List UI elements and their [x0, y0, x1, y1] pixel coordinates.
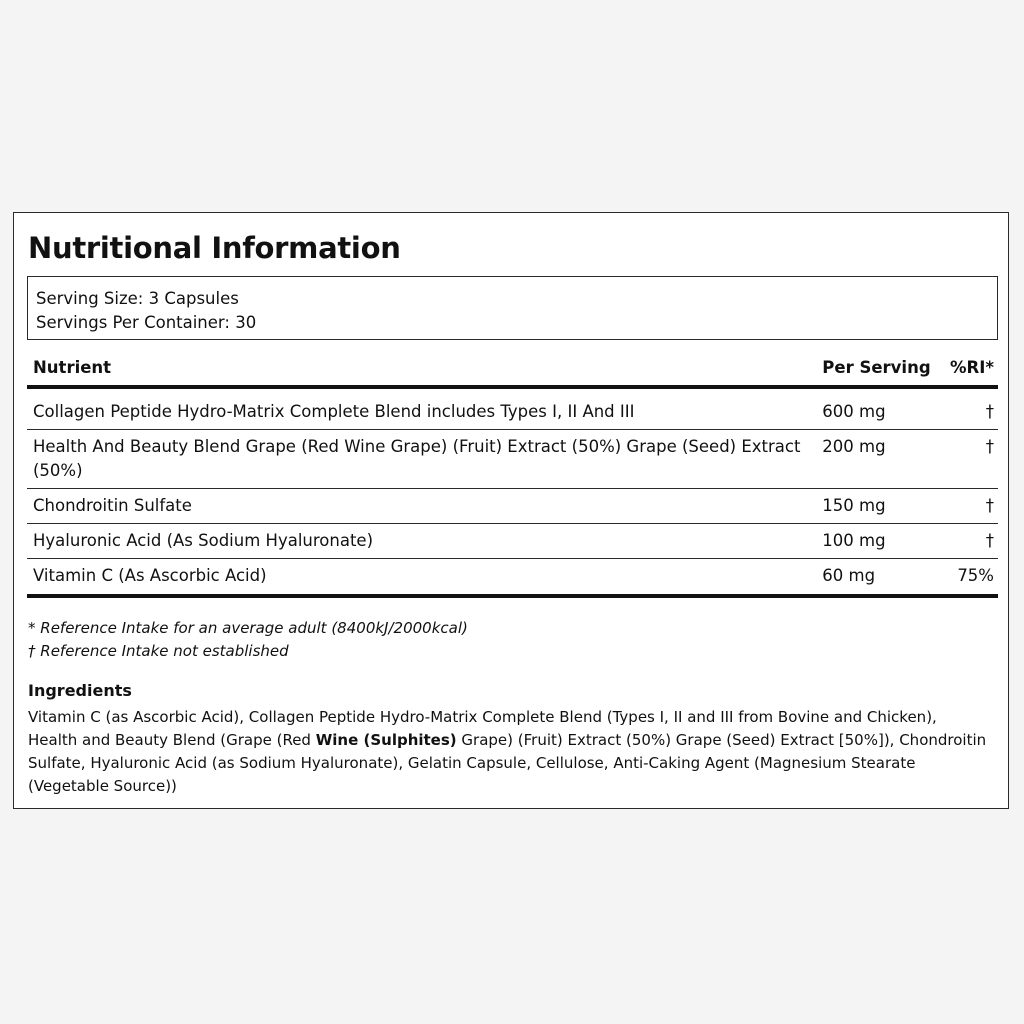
ri-value: † — [932, 524, 998, 559]
ingredients-text — [28, 706, 988, 798]
ingredients-heading: Ingredients — [28, 681, 132, 700]
ri-value: † — [932, 489, 998, 524]
header-nutrient: Nutrient — [27, 353, 816, 387]
footnotes — [28, 617, 468, 663]
ingredients-text-start: Vitamin C (as Ascorbic Acid), Collagen Peptide Hydro-Matrix Complete Blend (Types I, II and III from Bovine and Chicken), Health and Beauty Blend (Grape (Red — [28, 708, 937, 749]
serving-size: Serving Size: 3 Capsules — [36, 289, 239, 308]
servings-per-container: Servings Per Container: 30 — [36, 313, 257, 332]
footnote-reference-intake: * Reference Intake for an average adult (8400kJ/2000kcal) — [28, 619, 468, 637]
per-serving-value: 200 mg — [816, 430, 932, 489]
nutrient-name: Chondroitin Sulfate — [27, 489, 816, 524]
table-row — [27, 489, 998, 524]
nutrient-name: Health And Beauty Blend Grape (Red Wine Grape) (Fruit) Extract (50%) Grape (Seed) Extract (50%) — [27, 430, 816, 489]
table-row — [27, 387, 998, 430]
table-row — [27, 430, 998, 489]
page-title: Nutritional Information — [28, 231, 401, 265]
nutrient-name: Collagen Peptide Hydro-Matrix Complete Blend includes Types I, II And III — [27, 387, 816, 430]
table-row — [27, 524, 998, 559]
header-ri: %RI* — [932, 353, 998, 387]
ri-value: † — [932, 430, 998, 489]
per-serving-value: 60 mg — [816, 559, 932, 597]
table-row — [27, 559, 998, 597]
per-serving-value: 100 mg — [816, 524, 932, 559]
ri-value: 75% — [932, 559, 998, 597]
ri-value: † — [932, 387, 998, 430]
nutrition-table — [27, 353, 998, 598]
allergen-highlight: Wine (Sulphites) — [315, 731, 457, 749]
footnote-not-established: † Reference Intake not established — [28, 642, 289, 660]
serving-info-box — [27, 276, 998, 340]
table-header-row — [27, 353, 998, 387]
header-per-serving: Per Serving — [816, 353, 932, 387]
ingredients-text-end: Grape) (Fruit) Extract (50%) Grape (Seed) Extract [50%]), Chondroitin Sulfate, Hyaluronic Acid (as Sodium Hyaluronate), Gelatin Capsule, Cellulose, Anti-Caking Agent (Magnesium Stearate (Vegetable Source)) — [28, 731, 987, 795]
nutrient-name: Hyaluronic Acid (As Sodium Hyaluronate) — [27, 524, 816, 559]
nutrition-panel — [13, 212, 1009, 809]
nutrient-name: Vitamin C (As Ascorbic Acid) — [27, 559, 816, 597]
per-serving-value: 600 mg — [816, 387, 932, 430]
per-serving-value: 150 mg — [816, 489, 932, 524]
